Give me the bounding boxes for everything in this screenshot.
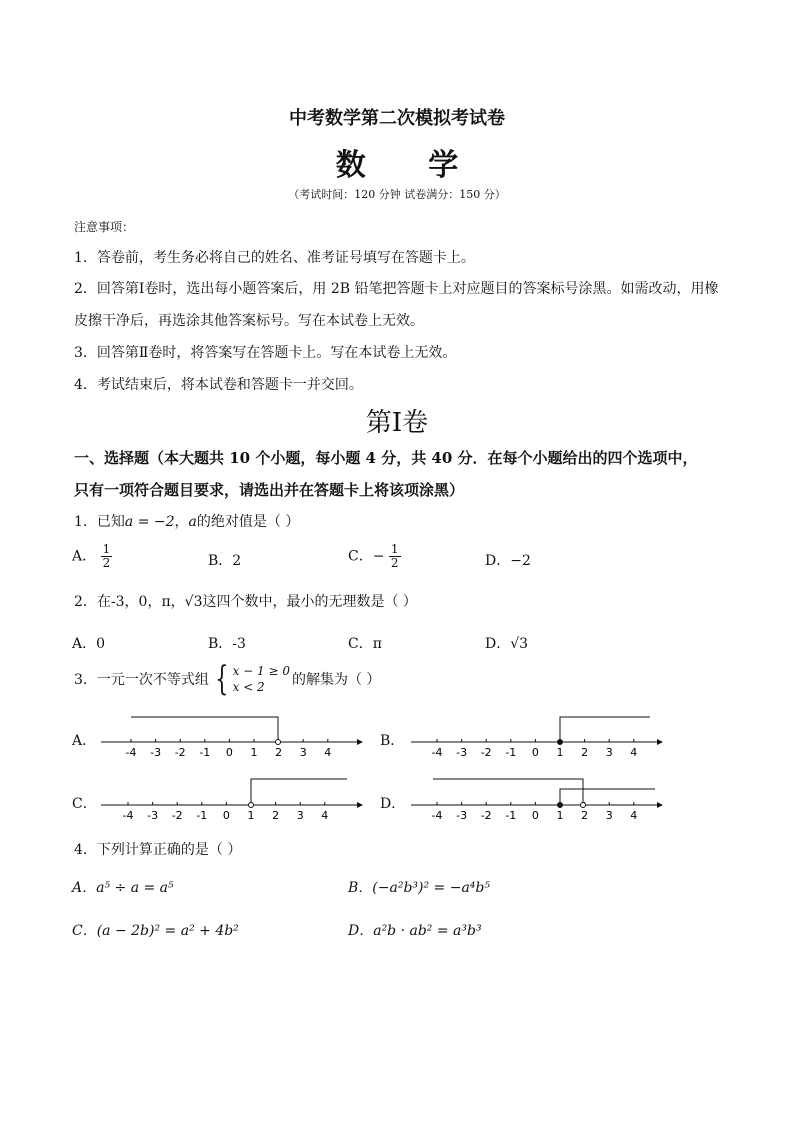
- tick-label: 1: [556, 809, 564, 822]
- tick-label: 4: [630, 809, 638, 822]
- tick-label: 2: [581, 746, 589, 759]
- tick-label: 3: [605, 809, 613, 822]
- q3-number-line-b: [405, 712, 680, 762]
- tick-label: 0: [531, 809, 539, 822]
- question-2-stem: 2．在-3，0，π，√3这四个数中，最小的无理数是（ ）: [74, 594, 417, 610]
- notice-item-1: 1．答卷前，考生务必将自己的姓名、准考证号填写在答题卡上。: [74, 250, 475, 266]
- open-dot: [581, 803, 586, 808]
- inequality-system: [211, 659, 290, 699]
- tick-label: -4: [431, 809, 443, 822]
- arrow-right-icon: [657, 739, 663, 745]
- tick-label: -2: [480, 746, 492, 759]
- q3-option-a-label[interactable]: A．: [72, 733, 97, 749]
- tick-label: -3: [147, 809, 159, 822]
- q3-number-line-c: [95, 775, 370, 825]
- notice-item-2: 2．回答第Ⅰ卷时，选出每小题答案后，用 2B 铅笔把答题卡上对应题目的答案标号涂黑。如需改动，用橡: [74, 281, 719, 297]
- fraction-denominator: 2: [102, 556, 111, 571]
- tick-label: 1: [556, 746, 564, 759]
- q2-option-a[interactable]: A．0: [72, 636, 106, 652]
- tick-label: 2: [581, 809, 589, 822]
- q1-option-c-label: C．−: [348, 548, 385, 565]
- tick-label: 2: [272, 809, 280, 822]
- q1-option-a-fraction: [101, 543, 113, 570]
- notice-item-3: 3．回答第Ⅱ卷时，将答案写在答题卡上。写在本试卷上无效。: [74, 345, 457, 361]
- tick-label: 2: [275, 746, 283, 759]
- section-heading-line2: 只有一项符合题目要求，请选出并在答题卡上将该项涂黑）: [74, 481, 465, 499]
- q3-option-c-label[interactable]: C．: [72, 796, 97, 812]
- tick-label: 3: [299, 746, 307, 759]
- q4-option-b[interactable]: B．(−a²b³)² = −a⁴b⁵: [348, 880, 490, 896]
- tick-label: 0: [225, 746, 233, 759]
- tick-label: 3: [605, 746, 613, 759]
- solution-bracket: [131, 717, 278, 742]
- closed-dot: [558, 803, 563, 808]
- tick-label: 4: [324, 746, 332, 759]
- tick-label: -4: [125, 746, 137, 759]
- solution-bracket: [560, 717, 650, 742]
- q3-stem-post: 的解集为（ ）: [291, 672, 381, 688]
- tick-label: -4: [431, 746, 443, 759]
- tick-label: -1: [505, 809, 517, 822]
- arrow-right-icon: [357, 739, 363, 745]
- notice-heading: 注意事项：: [74, 220, 135, 234]
- q1-option-c[interactable]: [348, 543, 401, 570]
- q3-number-line-d: [405, 775, 680, 825]
- q1-option-a-label: A．: [72, 548, 97, 565]
- q2-option-b[interactable]: B．-3: [208, 636, 246, 652]
- question-3-stem: [74, 659, 381, 699]
- q2-option-c[interactable]: C．π: [348, 636, 382, 652]
- inequality-row-1: x − 1 ≥ 0: [232, 663, 290, 678]
- inequality-row-2: x < 2: [232, 680, 265, 694]
- arrow-right-icon: [357, 802, 363, 808]
- volume-title: 第Ⅰ卷: [365, 408, 429, 438]
- open-dot: [276, 740, 281, 745]
- tick-label: 4: [630, 746, 638, 759]
- exam-info: （考试时间：120 分钟 试卷满分：150 分）: [288, 188, 506, 201]
- section-heading-line1: 一、选择题（本大题共 10 个小题，每小题 4 分，共 40 分．在每个小题给出的四个选项中，: [74, 449, 698, 467]
- tick-label: 0: [222, 809, 230, 822]
- tick-label: -1: [196, 809, 208, 822]
- fraction-denominator: 2: [390, 556, 399, 571]
- q1-option-b[interactable]: B．2: [208, 553, 242, 569]
- question-1-stem: [74, 511, 299, 531]
- q1-option-d[interactable]: D．−2: [485, 553, 531, 569]
- tick-label: -1: [199, 746, 211, 759]
- tick-label: 1: [247, 809, 255, 822]
- q1-option-a[interactable]: [72, 543, 112, 570]
- notice-item-2-cont: 皮擦干净后，再选涂其他答案标号。写在本试卷上无效。: [74, 313, 424, 329]
- q3-number-line-a: [95, 712, 370, 762]
- tick-label: -2: [480, 809, 492, 822]
- q1-stem-pre: 1．已知: [74, 514, 125, 530]
- tick-label: -3: [456, 746, 468, 759]
- paper-title: 中考数学第二次模拟考试卷: [289, 108, 505, 129]
- q1-stem-post: 的绝对值是（ ）: [196, 514, 300, 530]
- q2-option-d[interactable]: D．√3: [485, 636, 529, 652]
- tick-label: -3: [456, 809, 468, 822]
- tick-label: 0: [531, 746, 539, 759]
- solution-bracket-right: [560, 789, 655, 805]
- solution-bracket: [251, 779, 347, 805]
- closed-dot: [558, 740, 563, 745]
- arrow-right-icon: [657, 802, 663, 808]
- q4-option-a[interactable]: A．a⁵ ÷ a = a⁵: [72, 880, 174, 896]
- question-4-stem: 4．下列计算正确的是（ ）: [74, 842, 242, 858]
- tick-label: 1: [250, 746, 258, 759]
- q1-stem-mid: ，: [174, 514, 189, 530]
- tick-label: 3: [296, 809, 304, 822]
- tick-label: -4: [122, 809, 134, 822]
- tick-label: -3: [150, 746, 162, 759]
- q3-option-d-label[interactable]: D．: [380, 796, 406, 812]
- fraction-numerator: 1: [102, 542, 111, 556]
- q1-option-c-fraction: [389, 543, 401, 570]
- subject-title: 数 学: [335, 148, 485, 183]
- tick-label: 4: [321, 809, 329, 822]
- tick-label: -2: [174, 746, 186, 759]
- q4-option-d[interactable]: D．a²b · ab² = a³b³: [348, 923, 482, 939]
- brace-icon: {: [215, 659, 229, 699]
- open-dot: [249, 803, 254, 808]
- tick-label: -2: [171, 809, 183, 822]
- tick-label: -1: [505, 746, 517, 759]
- q3-option-b-label[interactable]: B．: [380, 733, 405, 749]
- q1-stem-math: a = −2: [124, 514, 175, 530]
- q4-option-c[interactable]: C．(a − 2b)² = a² + 4b²: [72, 923, 239, 939]
- q3-stem-pre: 3．一元一次不等式组: [74, 672, 209, 688]
- fraction-numerator: 1: [390, 542, 399, 556]
- q1-stem-var: a: [188, 514, 197, 530]
- notice-item-4: 4．考试结束后，将本试卷和答题卡一并交回。: [74, 377, 363, 393]
